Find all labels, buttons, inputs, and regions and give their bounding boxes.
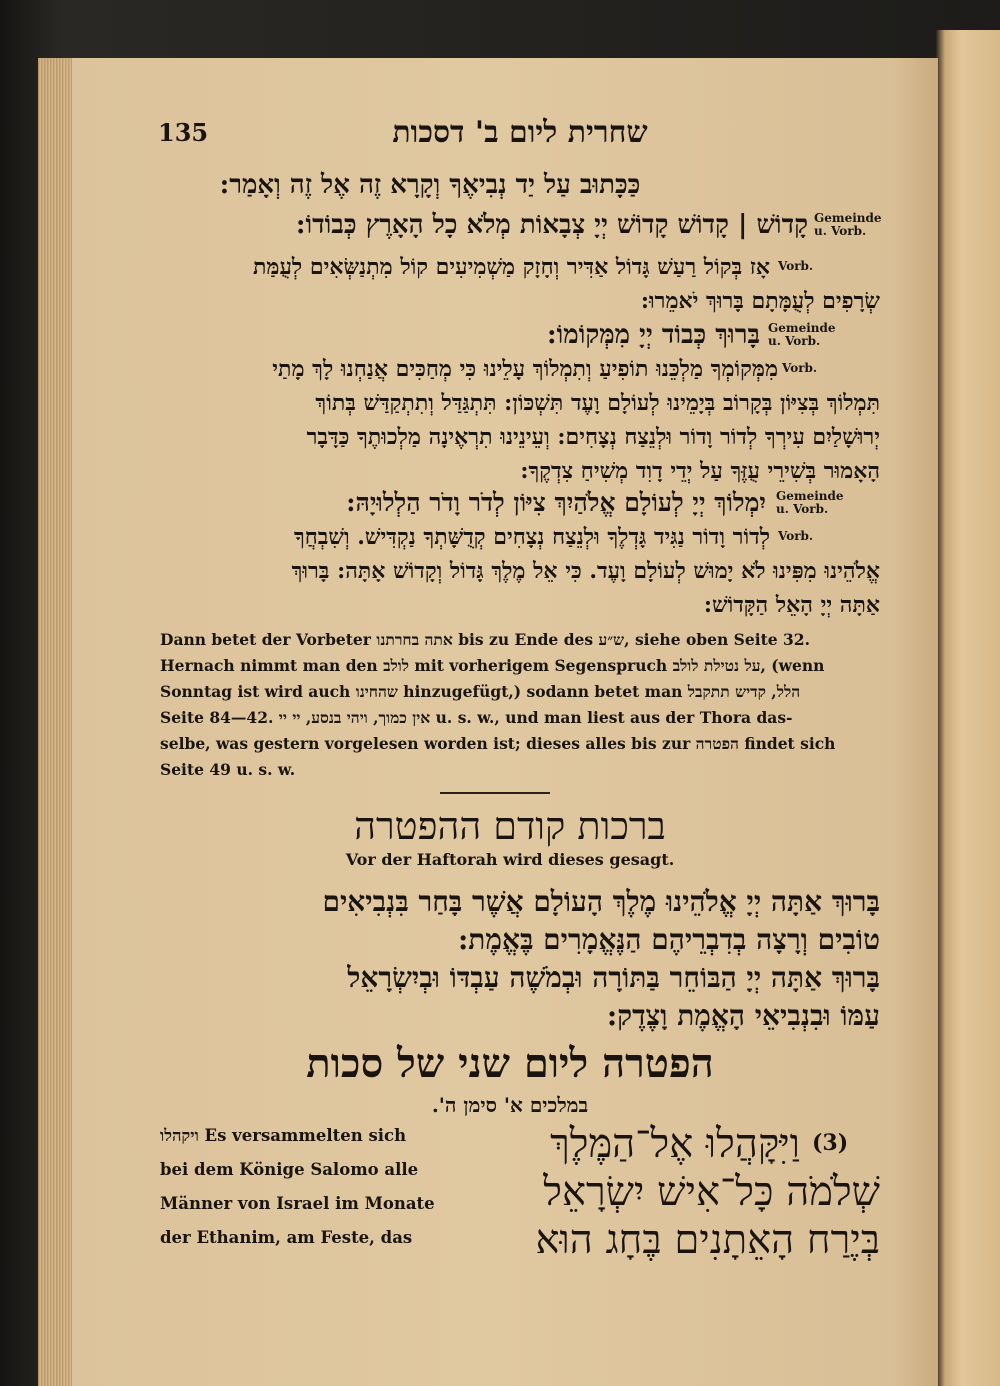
blessing-title: ברכות קודם ההפטרה [354,804,666,848]
haftarah-title: הפטרה ליום שני של סכות [306,1040,714,1087]
instruction-line-3: Sonntag ist wird auch שהחינו hinzugefügt,) sodann betet man הלל, קדיש תתקבל [160,682,801,701]
speaker-vorb-2: Vorb. [782,361,818,375]
haftarah-reference: במלכים א' סימן ה'. [431,1093,589,1117]
haftarah-german-line-2: bei dem Könige Salomo alle [160,1160,419,1179]
instruction-line-2: Hernach nimmt man den לולב mit vorherigem Segenspruch על נטילת לולב, (wenn [160,656,825,675]
instruction-line-4: Seite 84—42. אין כמוך, ויהי בנסע, יי יי u. s. w., und man liest aus der Thora das- [160,708,793,727]
haftarah-hebrew-line-3: בְּיֶרַח הָאֵתָנִים בֶּחָג הוּא [535,1217,880,1263]
page-stack-edge [38,58,72,1386]
speaker-vorb-1: Vorb. [778,259,814,273]
running-title: שחרית ליום ב' דסכות [392,115,648,150]
verse-number: (3) [812,1130,849,1156]
speaker-vorb-3: Vorb. [778,529,814,543]
blessing-line-1: בָּרוּךְ אַתָּה יְיָ אֱלֹהֵינוּ מֶלֶךְ הָעוֹלָם אֲשֶׁר בָּחַר בִּנְבִיאִים [322,885,880,918]
instruction-line-6: Seite 49 u. s. w. [160,760,296,779]
blessing-line-3: בָּרוּךְ אַתָּה יְיָ הַבּוֹחֵר בַּתּוֹרָה וּבְמֹשֶׁה עַבְדּוֹ וּבְיִשְׂרָאֵל [347,961,880,994]
kedusha-line-5: בָּרוּךְ כְּבוֹד יְיָ מִמְּקוֹמוֹ: [547,320,760,350]
kedusha-line-4: שְׂרָפִים לְעֻמָּתָם בָּרוּךְ יֹאמֵרוּ: [640,288,880,314]
haftarah-german-line-4: der Ethanim, am Feste, das [160,1228,413,1247]
haftarah-german-line-3: Männer von Israel im Monate [160,1194,435,1213]
kedusha-line-7: תִּמְלוֹךְ בְּצִיּוֹן בְּקָרוֹב בְּיָמֵינוּ לְעוֹלָם וָעֶד תִּשְׁכּוֹן: תִּתְגַּדַּל וְתִתְקַדַּשׁ בְּתוֹךְ [315,390,880,416]
speaker-gemeinde-2: Gemeinde u. Vorb. [768,321,836,348]
kedusha-line-8: יְרוּשָׁלַיִם עִירְךָ לְדוֹר וָדוֹר וּלְנֵצַח נְצָחִים: וְעֵינֵינוּ תִרְאֶינָה מַלְכוּתֶךָ כַּדָּבָר [306,424,880,450]
haftarah-hebrew-line-2: שְׁלֹמֹה כָּל־אִישׁ יִשְׂרָאֵל [543,1169,880,1215]
kedusha-line-12: אֱלֹהֵינוּ מִפִּינוּ לֹא יָמוּשׁ לְעוֹלָם וָעֶד. כִּי אֵל מֶלֶךְ גָּדוֹל וְקָדוֹשׁ אָתָּה: בָּרוּךְ [291,558,880,584]
kedusha-line-13: אַתָּה יְיָ הָאֵל הַקָּדוֹשׁ: [703,592,880,618]
blessing-line-4: עַמּוֹ וּבִנְבִיאֵי הָאֱמֶת וָצֶדֶק: [606,999,880,1032]
speaker-gemeinde-3: Gemeinde u. Vorb. [776,489,844,516]
opposite-page-edge [936,30,1000,1386]
kedusha-line-6: מִמְּקוֹמְךָ מַלְכֵּנוּ תוֹפִיעַ וְתִמְלוֹךְ עָלֵינוּ כִּי מְחַכִּים אֲנַחְנוּ לָךְ מָתַי [272,356,778,382]
blessing-subtitle: Vor der Haftorah wird dieses gesagt. [345,850,675,869]
speaker-gemeinde-1: Gemeinde u. Vorb. [814,211,882,238]
blessing-line-2: טוֹבִים וְרָצָה בְדִבְרֵיהֶם הַנֶּאֱמָרִים בֶּאֱמֶת: [457,923,880,956]
kedusha-line-3: אָז בְּקוֹל רַעַשׁ גָּדוֹל אַדִּיר וְחָזָק מַשְׁמִיעִים קוֹל מִתְנַשְּׂאִים לְעֻמַּת [253,254,770,280]
haftarah-hebrew-line-1: וַיִּקָּהֲלוּ אֶל־הַמֶּלֶךְ [550,1121,800,1167]
kedusha-line-11: לְדוֹר וָדוֹר נַגִּיד גָּדְלֶךָ וּלְנֵצַח נְצָחִים קְדֻשָּׁתְךָ נַקְדִּישׁ. וְשִׁבְחֲךָ [293,524,770,550]
page-number: 135 [158,118,209,147]
instruction-line-1: Dann betet der Vorbeter אתה בחרתנו bis zu Ende des ש״ע, siehe oben Seite 32. [160,630,810,649]
kedusha-line-1: כַּכָּתוּב עַל יַד נְבִיאֶךָ וְקָרָא זֶה אֶל זֶה וְאָמַר: [219,170,641,200]
section-divider [440,792,550,794]
kedusha-line-2: קָדוֹשׁ | קָדוֹשׁ קָדוֹשׁ יְיָ צְבָאוֹת מְלֹא כָל הָאָרֶץ כְּבוֹדוֹ: [295,210,808,240]
kedusha-line-9: הָאָמוּר בְּשִׁירֵי עֻזֶּךָ עַל יְדֵי דָוִד מְשִׁיחַ צִדְקֶךָ: [520,458,880,484]
kedusha-line-10: יִמְלוֹךְ יְיָ לְעוֹלָם אֱלֹהַיִךְ צִיּוֹן לְדֹר וָדֹר הַלְלוּיָהּ: [346,488,766,517]
instruction-line-5: selbe, was gestern vorgelesen worden ist; dieses alles bis zur הפטרה findet sich [160,734,836,753]
haftarah-german-line-1: ויקהלו Es versammelten sich [160,1126,407,1145]
